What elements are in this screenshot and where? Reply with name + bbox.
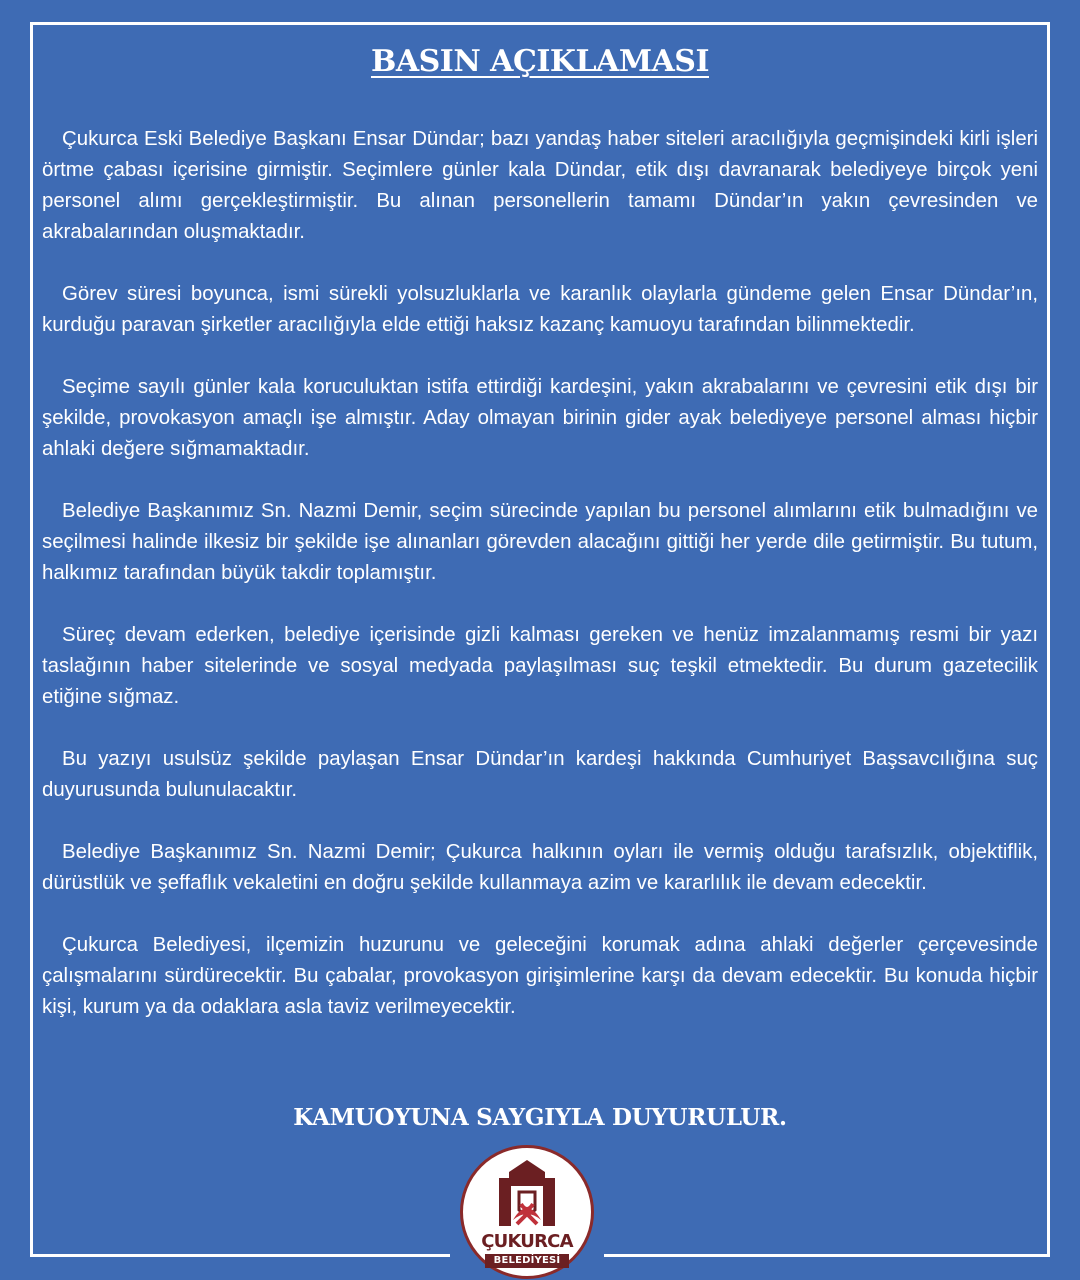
frame-bottom-border-right xyxy=(604,1254,1050,1257)
logo-subtitle: BELEDİYESİ xyxy=(485,1254,569,1268)
document-title xyxy=(0,44,1080,79)
paragraph: Çukurca Belediyesi, ilçemizin huzurunu ve geleceğini korumak adına ahlaki değerler çerçevesinde çalışmalarını sürdürecektir. Bu çabalar, provokasyon girişimlerine karşı da devam edecektir. Bu konuda hiçbir kişi, kurum ya da odaklara asla taviz verilmeyecektir. xyxy=(42,934,1038,1018)
frame-bottom-border-left xyxy=(30,1254,450,1257)
paragraph: Belediye Başkanımız Sn. Nazmi Demir, seçim sürecinde yapılan bu personel alımlarını etik bulmadığını ve seçilmesi halinde ilkesiz bir şekilde işe alınanları görevden alacağını gittiği her yerde dile getirmiştir. Bu tutum, halkımız tarafından büyük takdir toplamıştır. xyxy=(42,500,1038,584)
paragraph: Görev süresi boyunca, ismi sürekli yolsuzluklarla ve karanlık olaylarla gündeme gelen Ensar Dündar’ın, kurduğu paravan şirketler aracılığıyla elde ettiği haksız kazanç kamuoyu tarafından bilinmektedir. xyxy=(42,283,1038,336)
paragraph: Bu yazıyı usulsüz şekilde paylaşan Ensar Dündar’ın kardeşi hakkında Cumhuriyet Başsavcılığına suç duyurusunda bulunulacaktır. xyxy=(42,748,1038,801)
municipality-logo xyxy=(460,1145,594,1279)
document-body xyxy=(42,124,1038,1054)
paragraph: Çukurca Eski Belediye Başkanı Ensar Dündar; bazı yandaş haber siteleri aracılığıyla geçmişindeki kirli işleri örtme çabası içerisine girmiştir. Seçimlere günler kala Dündar, etik dışı davranarak belediyeye birçok yeni personel alımı gerçekleştirmiştir. Bu alınan personellerin tamamı Dündar’ın yakın çevresinden ve akrabalarından oluşmaktadır. xyxy=(42,128,1038,243)
paragraph: Süreç devam ederken, belediye içerisinde gizli kalması gereken ve henüz imzalanmamış resmi bir yazı taslağının haber sitelerinde ve sosyal medyada paylaşılması suç teşkil etmektedir. Bu durum gazetecilik etiğine sığmaz. xyxy=(42,624,1038,708)
closing-statement: KAMUOYUNA SAYGIYLA DUYURULUR. xyxy=(293,1104,787,1131)
paragraph: Seçime sayılı günler kala koruculuktan istifa ettirdiği kardeşini, yakın akrabalarını ve çevresini etik dışı bir şekilde, provokasyon amaçlı işe almıştır. Aday olmayan birinin gider ayak belediyeye personel alması hiçbir ahlaki değere sığmamaktadır. xyxy=(42,376,1038,460)
document-title-text: BASIN AÇIKLAMASI xyxy=(370,44,709,79)
paragraph: Belediye Başkanımız Sn. Nazmi Demir; Çukurca halkının oyları ile vermiş olduğu tarafsızlık, objektiflik, dürüstlük ve şeffaflık vekaletini en doğru şekilde kullanmaya azim ve kararlılık ile devam edecektir. xyxy=(42,841,1038,894)
logo-name: ÇUKURCA xyxy=(481,1231,573,1252)
